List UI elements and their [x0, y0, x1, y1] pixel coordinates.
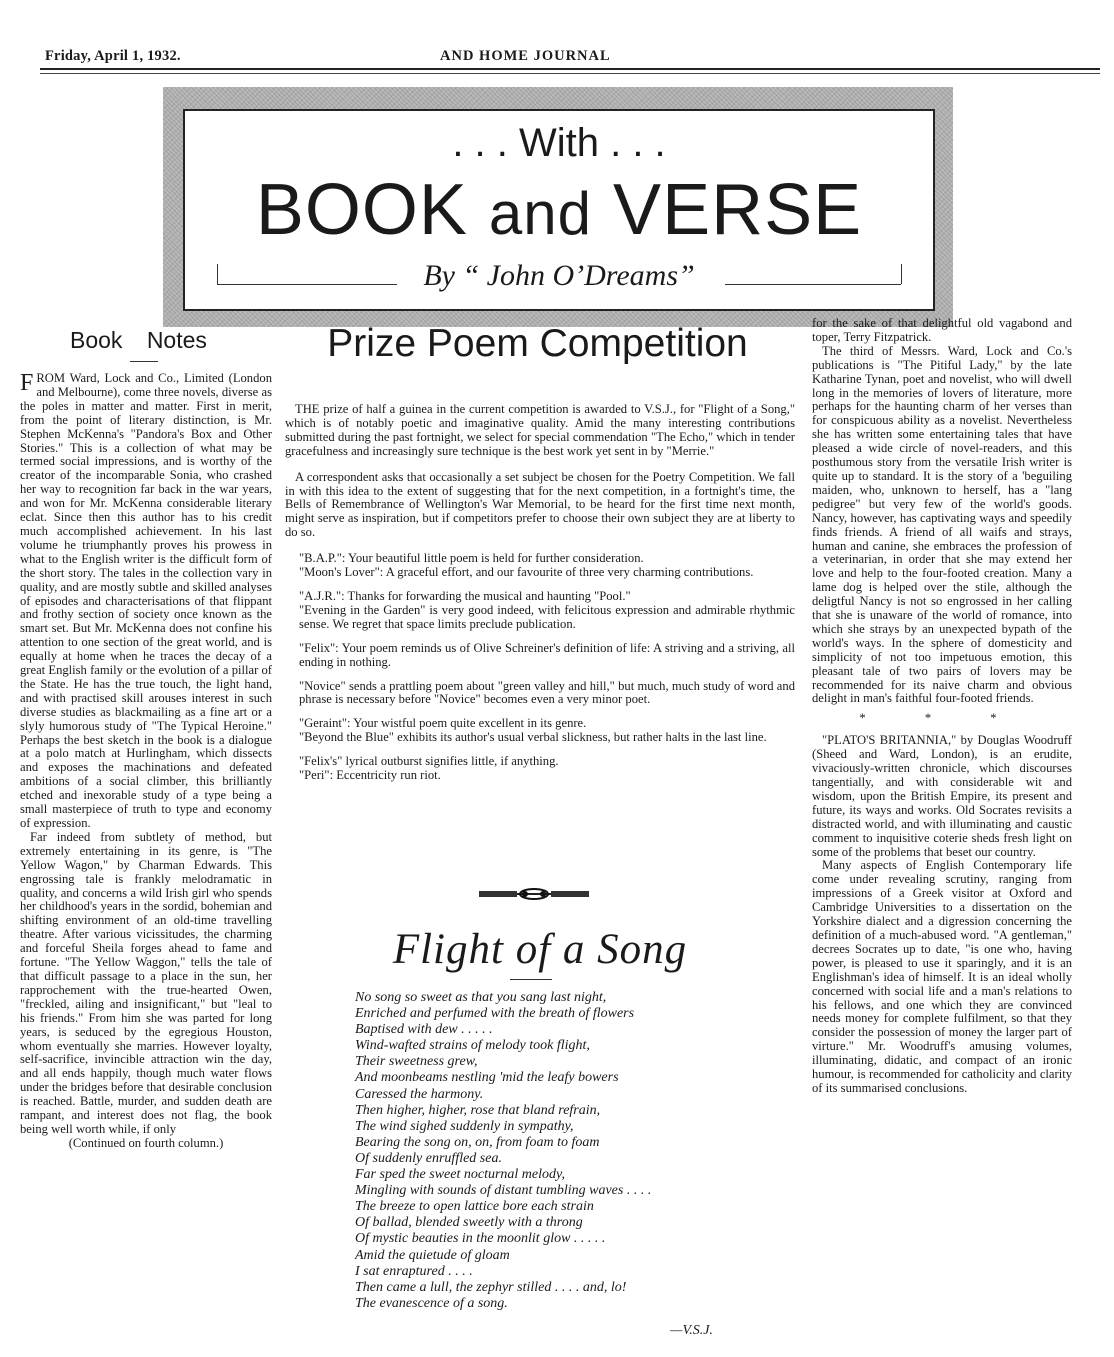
prize-column: [285, 403, 795, 783]
banner-title: [185, 169, 933, 251]
issue-date: Friday, April 1, 1932.: [45, 48, 181, 64]
book-notes-heading: Book Notes: [70, 327, 207, 353]
poem-line: Of mystic beauties in the moonlit glow . . . . .: [355, 1231, 606, 1247]
masthead-rule-thin: [40, 73, 1100, 74]
entry-group: [285, 755, 795, 783]
masthead-rule: [40, 68, 1100, 70]
poem-line: The breeze to open lattice bore each strain: [355, 1199, 594, 1215]
journal-title: AND HOME JOURNAL: [440, 48, 611, 64]
book-notes-paragraph: Far indeed from subtlety of method, but extremely entertaining in its genre, is "The Yellow Wagon," by Charman Edwards. This engrossing tale is frankly melodramatic in quality, and concerns a wild Irish girl who spends her childhood's years in the sordid, bohemian and shifting environment of an old-time travelling theatre. After various vicissitudes, the charming and forceful Sheila forges ahead to fame and fortune. "The Yellow Waggon," tells the tale of that difficult passage to a place in the sun, her rapprochement with the true-hearted Owen, "freckled, ailing and insignificant," but "leal to his friends." From him she was parted for long years, is seduced by the egregious Houston, whom eventually she marries. However loyalty, self-sacrifice, invincible attraction win the day, and all ends happily, though much water flows under the bridges before that desirable conclusion is reached. Battle, murder, and sudden death are rampant, and interest does not flag, the book being well worth while, if only: [20, 829, 272, 1136]
banner-title-and: and: [488, 180, 593, 247]
poem-line: Of ballad, blended sweetly with a throng: [355, 1215, 583, 1231]
prize-paragraph: A correspondent asks that occasionally a set subject be chosen for the Poetry Competition. We fall in with this idea to the extent of suggesting that for the next competition, in a fortnight's time, the Bells of Remembrance of Wellington's War Memorial, to be heard for the first time next month, might serve as inspiration, but if competitors prefer to choose their own subject they are at liberty to do so.: [285, 469, 795, 540]
poem-line: Far sped the sweet nocturnal melody,: [355, 1167, 565, 1183]
poem-body: [355, 990, 795, 1312]
banner-byline: By “ John O’Dreams”: [423, 259, 695, 292]
banner-title-book: BOOK: [255, 170, 468, 250]
poem-line: Bearing the song on, on, from foam to foam: [355, 1134, 600, 1150]
poem-title: Flight of a Song: [392, 926, 688, 973]
poem-line: Caressed the harmony.: [355, 1086, 484, 1102]
review-paragraph: The third of Messrs. Ward, Lock and Co.'s publications is "The Pitiful Lady," by the late Katharine Tynan, poet and novelist, who will dwell long in the memories of lovers of literature, more perhaps for the haunting charm of her verses than for conspicuous ability as a novelist. Nevertheless she has written some entertaining tales that have pleased a wide circle of novel-readers, and this posthumous story from the versatile Irish writer is quite up to standard. It is the story of a 'beguiling maiden, who, unknown to herself, has a "lang pedigree" but very few of the world's goods. Nancy, however, has captivating ways and speedily finds friends. A friend of all waifs and strays, human and canine, she embraces the profession of a veterinarian, in order that she may extend her love and help to the four-footed creation. Many a lame dog is helped over the stile, although the deligtful Nancy is not so engrossed in her calling that she is unaware of the world of romance, into which she strays by an unexpected bypath of the world's ways. In the sphere of domesticity and simplicity of not too impetuous emotion, this pleasant tale of two pairs of lovers may be recommended for its naive charm and obvious delight in man's faithful four-footed friends.: [812, 343, 1072, 706]
section-banner: [163, 87, 953, 327]
review-column: [812, 317, 1072, 1096]
entry-item: "A.J.R.": Thanks for forwarding the musical and haunting "Pool.": [299, 588, 631, 603]
entry-group: [285, 590, 795, 632]
poem-line: No song so sweet as that you sang last night,: [355, 990, 607, 1005]
poem-title-rule: [510, 979, 552, 980]
entry-item: "Beyond the Blue" exhibits its author's usual verbal slickness, but rather halts in the last line.: [299, 730, 767, 745]
review-paragraph: for the sake of that delightful old vagabond and toper, Terry Fitzpatrick.: [812, 316, 1072, 344]
poem-line: Then higher, higher, rose that bland refrain,: [355, 1102, 601, 1118]
poem-line: The wind sighed suddenly in sympathy,: [355, 1118, 574, 1134]
poem-line: Baptised with dew . . . . .: [355, 1022, 493, 1038]
poem-line: Mingling with sounds of distant tumbling waves . . . .: [355, 1183, 652, 1199]
entry-item: "Moon's Lover": A graceful effort, and our favourite of three very charming contributions.: [299, 565, 754, 580]
prize-heading: Prize Poem Competition: [327, 322, 748, 365]
entry-group: [285, 717, 795, 745]
entry-item: "Felix": Your poem reminds us of Olive Schreiner's definition of life: A striving and a striving, all ending in nothing.: [299, 640, 795, 669]
banner-title-verse: VERSE: [613, 170, 863, 250]
poem-line: Of suddenly enruffled sea.: [355, 1150, 502, 1166]
book-notes-column: [20, 372, 272, 1151]
prize-paragraph: THE prize of half a guinea in the current competition is awarded to V.S.J., for "Flight of a Song," which is of notably poetic and imaginative quality. Amid the many interesting contributions submitted during the past fortnight, we select for special commendation "The Echo," which in tender gracefulness and increasingly sure technique is the best work yet sent in by "Merrie.": [285, 402, 795, 458]
ornament-divider-icon: [479, 888, 589, 900]
poem-line: Amid the quietude of gloam: [355, 1247, 510, 1263]
entry-item: "Peri": Eccentricity run riot.: [299, 768, 441, 783]
entry-group: [285, 552, 795, 580]
book-notes-paragraph: FROM Ward, Lock and Co., Limited (London and Melbourne), come three novels, diverse as the poles in matter and matter. First in merit, from the point of literary distinction, is Mr. Stephen McKenna's "Pandora's Box and Other Stories." This is a collection of what may be termed social impressions, and is worthy of the creator of the incomparable Sonia, who crashed her way to recognition far back in the war years, and won for Mr. McKenna considerable literary eclat. Since then this author has to his credit much accomplished achievement. In his last volume he triumphantly proves his prowess in what to the English writer is the difficult form of the short story. The tales in the collection vary in quality, and are mostly subtle and skilled analyses of episodes and characterisations of that flippant and frothy section of society once known as the smart set. But Mr. McKenna does not confine his attention to one section of the great world, and is equally at home when he traces the decay of a great English family or the evolution of a pillar of the State. He has the true touch, the light hand, and with practised skill arouses interest in such diverse studies as blackmailing as a fine art or a slyly humorous study of "The Typical Heroine." Perhaps the best sketch in the book is a dialogue at a polo match at Hurlingham, which dissects and exposes the machinations and defeated ambitions of a social climber, this brilliantly etched and inexorable study of a type being a small masterpiece of truth to type and economy of expression.: [20, 370, 272, 830]
poem-line: I sat enraptured . . . .: [355, 1263, 473, 1279]
poem-line: Wind-wafted strains of melody took flight,: [355, 1038, 590, 1054]
review-paragraph: "PLATO'S BRITANNIA," by Douglas Woodruff (Sheed and Ward, London), is an erudite, vivaciously-written chronicle, which discourses tangentially, and with considerable wit and wisdom, upon the British Empire, its present and future, its ways and works. Old Socrates revisits a distracted world, and with illuminating and caustic comment to inquisitive coterie sheds fresh light on some of the problems that beset our country.: [812, 733, 1072, 859]
entry-item: "Evening in the Garden" is very good indeed, with felicitous expression and admirable rhythmic sense. We regret that space limits preclude publication.: [299, 602, 795, 631]
entry-item: "Felix's" lyrical outburst signifies little, if anything.: [299, 754, 559, 769]
book-notes-rule: [130, 361, 158, 362]
continued-note: (Continued on fourth column.): [68, 1135, 224, 1150]
poem-line: Their sweetness grew,: [355, 1054, 478, 1070]
entry-item: "B.A.P.": Your beautiful little poem is held for further consideration.: [299, 551, 644, 566]
entry-item: "Novice" sends a prattling poem about "green valley and hill," but much, much study of word and phrase is necessary before "Novice" becomes even a very minor poet.: [299, 678, 795, 707]
poem-line: The evanescence of a song.: [355, 1295, 508, 1311]
poem-line: And moonbeams nestling 'mid the leafy bowers: [355, 1070, 619, 1086]
drop-cap: F: [20, 370, 34, 396]
poem-signature: —V.S.J.: [670, 1323, 713, 1338]
banner-frame: [183, 109, 935, 311]
entry-item: "Geraint": Your wistful poem quite excellent in its genre.: [299, 716, 587, 731]
section-stars: * * *: [859, 711, 1025, 726]
review-paragraph: Many aspects of English Contemporary life come under revealing scrutiny, ranging from impressions of a Greek visitor at Oxford and Cambridge Universities to a dissertation on the Yorkshire dialect and a digression concerning the definition of a much-abused word. "A gentleman," decrees Socrates up to date, "is one who, having power, is pleased to use it sparingly, and it is an Englishman's idea of himself. It is an ideal wholly concerned with social life and a man's relations to his fellows, and one which they are convinced needs money for complete fulfilment, so that they consider the possession of money the larger part of virture." Mr. Woodruff's amusing volumes, illuminating, didatic, and compact of an ironic humour, is recommended for catholicity and clarity of its summarised conclusions.: [812, 858, 1072, 1095]
banner-with-line: . . . With . . .: [452, 121, 666, 165]
poem-line: Then came a lull, the zephyr stilled . . . . and, lo!: [355, 1279, 627, 1295]
poem-line: Enriched and perfumed with the breath of flowers: [355, 1006, 635, 1022]
